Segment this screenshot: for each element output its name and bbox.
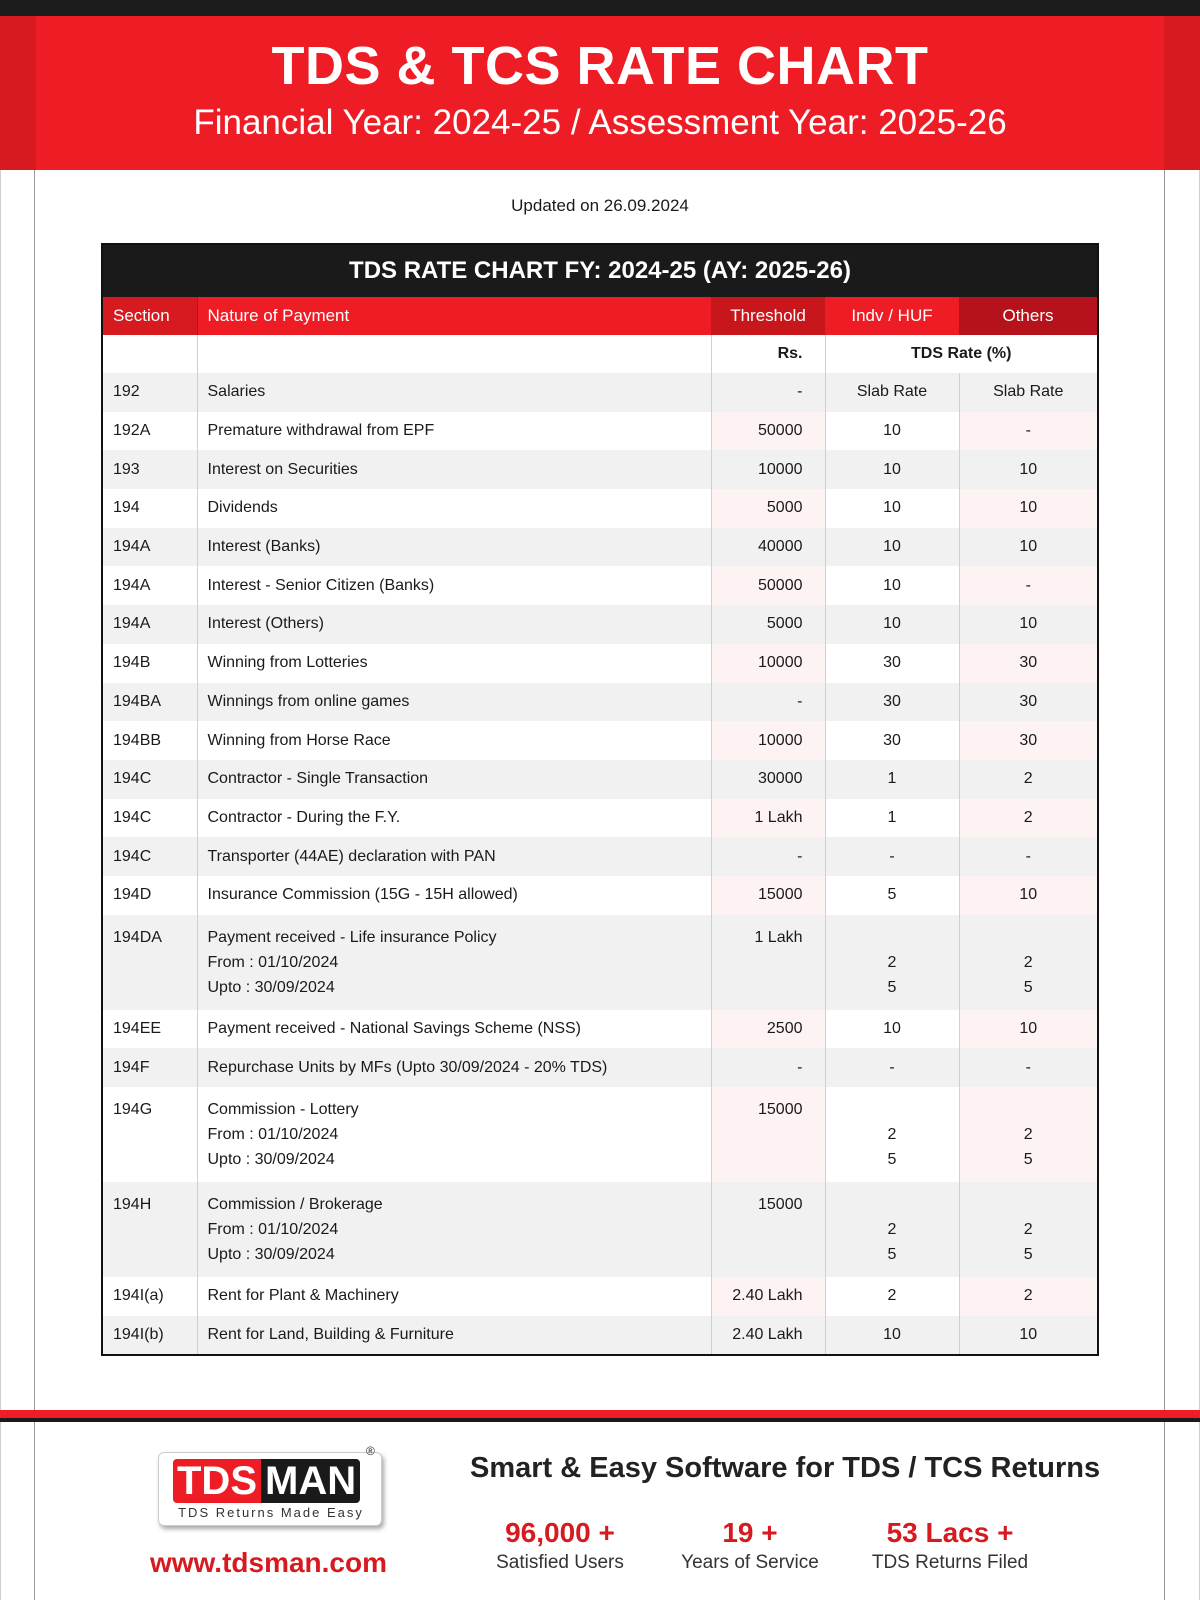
column-header-threshold: Threshold [711, 297, 825, 335]
cell-nature: Transporter (44AE) declaration with PAN [197, 837, 711, 876]
cell-others: 2 [959, 799, 1097, 838]
stat-satisfied-users [480, 1516, 640, 1576]
table-row [103, 489, 1097, 528]
cell-threshold: 40000 [711, 528, 825, 567]
product-tagline: Smart & Easy Software for TDS / TCS Returns [470, 1452, 1101, 1484]
table-row [103, 1316, 1097, 1355]
cell-nature: Salaries [197, 373, 711, 412]
cell-section: 194EE [103, 1010, 197, 1049]
cell-indv-huf: 30 [825, 721, 959, 760]
cell-others: Slab Rate [959, 373, 1097, 412]
cell-indv-huf: 30 [825, 683, 959, 722]
cell-indv-huf: 10 [825, 450, 959, 489]
cell-nature: Insurance Commission (15G - 15H allowed) [197, 876, 711, 915]
cell-threshold: 10000 [711, 450, 825, 489]
rate-line: 2 [887, 953, 897, 971]
table-row [103, 528, 1097, 567]
cell-indv-huf [825, 915, 959, 1010]
cell-others [959, 1087, 1097, 1182]
cell-nature: Rent for Land, Building & Furniture [197, 1316, 711, 1355]
cell-indv-huf [825, 1087, 959, 1182]
table-row [103, 683, 1097, 722]
rate-spacer [970, 1192, 1088, 1217]
cell-others: - [959, 566, 1097, 605]
cell-section: 194C [103, 760, 197, 799]
rate-spacer [836, 1097, 949, 1122]
nature-line: From : 01/10/2024 [207, 1126, 339, 1143]
cell-indv-huf: 2 [825, 1277, 959, 1316]
cell-others: 10 [959, 1316, 1097, 1355]
cell-threshold: 1 Lakh [711, 799, 825, 838]
table-row [103, 1010, 1097, 1049]
table-row [103, 566, 1097, 605]
cell-others [959, 915, 1097, 1010]
cell-indv-huf: 10 [825, 412, 959, 451]
footer-rule-left [34, 1422, 35, 1600]
cell-threshold: 5000 [711, 605, 825, 644]
nature-line: Payment received - Life insurance Policy [207, 928, 497, 946]
cell-nature: Winning from Lotteries [197, 644, 711, 683]
table-row [103, 915, 1097, 1010]
cell-threshold: 10000 [711, 721, 825, 760]
cell-section: 194A [103, 605, 197, 644]
cell-others: 2 [959, 1277, 1097, 1316]
footer-rule-right [1164, 1422, 1165, 1600]
cell-others: 30 [959, 683, 1097, 722]
cell-section: 194BB [103, 721, 197, 760]
table-row [103, 721, 1097, 760]
cell-threshold: 15000 [711, 1182, 825, 1277]
rate-line: 5 [1023, 978, 1033, 996]
rate-line: 2 [1023, 1221, 1033, 1238]
cell-section: 193 [103, 450, 197, 489]
cell-nature: Repurchase Units by MFs (Upto 30/09/2024 - 20% TDS) [197, 1048, 711, 1087]
table-row [103, 644, 1097, 683]
cell-nature: Winnings from online games [197, 683, 711, 722]
rate-spacer [970, 925, 1088, 950]
column-header-indv-huf: Indv / HUF [825, 297, 959, 335]
table-row [103, 605, 1097, 644]
stat-value: 19 + [722, 1517, 778, 1548]
cell-section: 192A [103, 412, 197, 451]
table-row [103, 412, 1097, 451]
cell-indv-huf: 1 [825, 760, 959, 799]
table-row [103, 837, 1097, 876]
table-row [103, 373, 1097, 412]
cell-nature: Payment received - National Savings Scheme (NSS) [197, 1010, 711, 1049]
cell-others: 10 [959, 605, 1097, 644]
rate-line: 5 [1023, 1246, 1033, 1263]
rate-line: 2 [887, 1126, 897, 1143]
cell-threshold: - [711, 1048, 825, 1087]
cell-section: 194C [103, 837, 197, 876]
stat-years-of-service [670, 1516, 830, 1576]
cell-nature: Premature withdrawal from EPF [197, 412, 711, 451]
table-row [103, 799, 1097, 838]
cell-indv-huf: 10 [825, 566, 959, 605]
sub-header-blank [103, 335, 197, 373]
cell-threshold: - [711, 373, 825, 412]
logo-tds: TDS [173, 1459, 261, 1503]
cell-others: 10 [959, 489, 1097, 528]
cell-threshold: 2500 [711, 1010, 825, 1049]
cell-nature [197, 1182, 711, 1277]
cell-threshold: 10000 [711, 644, 825, 683]
rate-line: 2 [887, 1221, 897, 1238]
cell-section: 194C [103, 799, 197, 838]
rate-line: 2 [1023, 1126, 1033, 1143]
cell-section: 194I(b) [103, 1316, 197, 1355]
rate-spacer [970, 1097, 1088, 1122]
column-header-section: Section [103, 297, 197, 335]
cell-threshold: 2.40 Lakh [711, 1277, 825, 1316]
cell-threshold: 15000 [711, 1087, 825, 1182]
stat-value: 96,000 + [505, 1517, 615, 1548]
stat-label: Years of Service [681, 1552, 819, 1573]
cell-threshold: 2.40 Lakh [711, 1316, 825, 1355]
logo-man: MAN [261, 1459, 360, 1503]
cell-indv-huf: 10 [825, 528, 959, 567]
updated-date: Updated on 26.09.2024 [511, 196, 689, 215]
cell-others: - [959, 837, 1097, 876]
nature-line: Upto : 30/09/2024 [207, 978, 335, 996]
cell-others: 10 [959, 1010, 1097, 1049]
threshold-unit: Rs. [711, 335, 825, 373]
cell-indv-huf: 10 [825, 1010, 959, 1049]
cell-section: 194I(a) [103, 1277, 197, 1316]
rate-table [103, 297, 1097, 1354]
table-row [103, 876, 1097, 915]
cell-indv-huf [825, 1182, 959, 1277]
cell-others: 10 [959, 450, 1097, 489]
cell-nature [197, 1087, 711, 1182]
stat-value: 53 Lacs + [886, 1517, 1014, 1548]
cell-section: 194DA [103, 915, 197, 1010]
footer-black-rule [0, 1418, 1200, 1422]
cell-threshold: - [711, 683, 825, 722]
nature-line: Upto : 30/09/2024 [207, 1151, 335, 1168]
rate-line: 5 [887, 1246, 897, 1263]
website-link[interactable]: www.tdsman.com [150, 1547, 388, 1578]
tds-rate-table [101, 243, 1099, 1356]
cell-others: - [959, 1048, 1097, 1087]
cell-section: 194G [103, 1087, 197, 1182]
cell-section: 194H [103, 1182, 197, 1277]
cell-others: 30 [959, 644, 1097, 683]
table-row [103, 1087, 1097, 1182]
cell-indv-huf: 10 [825, 489, 959, 528]
side-rule-left [34, 170, 35, 1410]
cell-section: 194A [103, 566, 197, 605]
cell-threshold: - [711, 837, 825, 876]
stat-returns-filed [860, 1516, 1040, 1576]
nature-line: Commission - Lottery [207, 1101, 359, 1118]
cell-indv-huf: 5 [825, 876, 959, 915]
cell-others: 30 [959, 721, 1097, 760]
cell-threshold: 30000 [711, 760, 825, 799]
rate-label: TDS Rate (%) [825, 335, 1097, 373]
cell-threshold: 1 Lakh [711, 915, 825, 1010]
cell-section: 194 [103, 489, 197, 528]
stat-label: TDS Returns Filed [871, 1552, 1029, 1573]
page-frame-left [0, 170, 1, 1600]
page-title: TDS & TCS RATE CHART [271, 36, 929, 96]
sub-header-row [103, 335, 1097, 373]
top-strip [0, 0, 1200, 16]
page-subtitle: Financial Year: 2024-25 / Assessment Year: 2025-26 [193, 103, 1007, 142]
rate-line: 5 [887, 978, 897, 996]
logo-wordmark [173, 1459, 360, 1503]
footer-red-rule [0, 1410, 1200, 1418]
cell-indv-huf: 30 [825, 644, 959, 683]
table-title: TDS RATE CHART FY: 2024-25 (AY: 2025-26) [103, 245, 1097, 297]
cell-nature: Contractor - During the F.Y. [197, 799, 711, 838]
cell-nature: Dividends [197, 489, 711, 528]
cell-section: 194BA [103, 683, 197, 722]
cell-others: 2 [959, 760, 1097, 799]
table-row [103, 1277, 1097, 1316]
stat-label: Satisfied Users [496, 1552, 624, 1573]
rate-line: 5 [887, 1151, 897, 1168]
cell-others: 10 [959, 876, 1097, 915]
side-rule-right [1164, 170, 1165, 1410]
cell-nature: Interest - Senior Citizen (Banks) [197, 566, 711, 605]
cell-section: 192 [103, 373, 197, 412]
cell-nature: Contractor - Single Transaction [197, 760, 711, 799]
cell-nature: Interest (Banks) [197, 528, 711, 567]
cell-section: 194F [103, 1048, 197, 1087]
column-header-nature: Nature of Payment [197, 297, 711, 335]
cell-nature: Rent for Plant & Machinery [197, 1277, 711, 1316]
table-row [103, 1182, 1097, 1277]
cell-section: 194B [103, 644, 197, 683]
cell-indv-huf: Slab Rate [825, 373, 959, 412]
page-header [0, 16, 1200, 170]
nature-line: From : 01/10/2024 [207, 1221, 339, 1238]
rate-line: 2 [1023, 953, 1033, 971]
cell-section: 194A [103, 528, 197, 567]
cell-indv-huf: 10 [825, 605, 959, 644]
nature-line: From : 01/10/2024 [207, 953, 339, 971]
rate-spacer [836, 925, 949, 950]
sub-header-blank [197, 335, 711, 373]
cell-nature: Winning from Horse Race [197, 721, 711, 760]
cell-indv-huf: 10 [825, 1316, 959, 1355]
tdsman-logo [158, 1452, 382, 1526]
nature-line: Upto : 30/09/2024 [207, 1246, 335, 1263]
cell-threshold: 15000 [711, 876, 825, 915]
table-row [103, 450, 1097, 489]
cell-section: 194D [103, 876, 197, 915]
rate-line: 5 [1023, 1151, 1033, 1168]
cell-indv-huf: - [825, 837, 959, 876]
cell-nature [197, 915, 711, 1010]
cell-threshold: 50000 [711, 412, 825, 451]
cell-indv-huf: - [825, 1048, 959, 1087]
cell-threshold: 50000 [711, 566, 825, 605]
cell-indv-huf: 1 [825, 799, 959, 838]
column-header-others: Others [959, 297, 1097, 335]
registered-mark: ® [366, 1444, 375, 1458]
cell-nature: Interest on Securities [197, 450, 711, 489]
cell-others: - [959, 412, 1097, 451]
column-header-row [103, 297, 1097, 335]
cell-nature: Interest (Others) [197, 605, 711, 644]
cell-threshold: 5000 [711, 489, 825, 528]
cell-others [959, 1182, 1097, 1277]
table-row [103, 1048, 1097, 1087]
rate-spacer [836, 1192, 949, 1217]
logo-tagline: TDS Returns Made Easy [178, 1505, 364, 1520]
nature-line: Commission / Brokerage [207, 1196, 383, 1213]
cell-others: 10 [959, 528, 1097, 567]
table-row [103, 760, 1097, 799]
